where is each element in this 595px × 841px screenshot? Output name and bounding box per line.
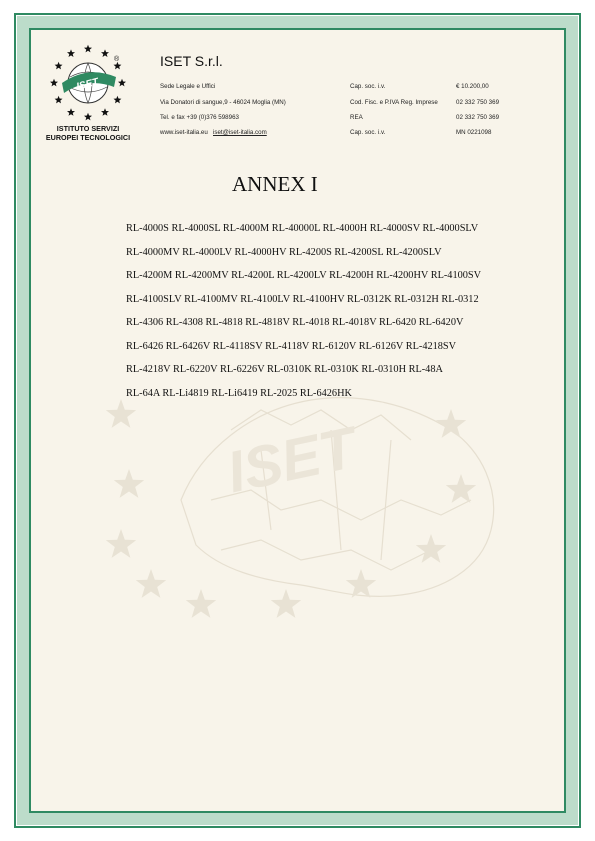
model-line: RL-4218V RL-6220V RL-6226V RL-0310K RL-0310K RL-0310H RL-48A [126,364,443,375]
header-right-line-2: 02 332 750 369 [456,99,500,106]
logo-star-icon [84,45,92,53]
registered-mark: ® [114,56,120,63]
email-link[interactable]: iset@iset-italia.com [213,129,267,136]
model-line: RL-4000S RL-4000SL RL-4000M RL-40000L RL-4000H RL-4000SV RL-4000SLV [126,223,479,234]
logo-star-icon [114,96,122,104]
model-line: RL-4000MV RL-4000LV RL-4000HV RL-4200S RL-4200SL RL-4200SLV [126,246,442,258]
document-title: ANNEX I [232,172,318,196]
logo-star-icon [55,96,63,104]
watermark-text: ISET [221,415,362,506]
logo-star-icon [118,79,126,87]
logo-star-icon [84,113,92,121]
logo-star-icon [50,79,58,87]
company-name: ISET S.r.l. [160,53,223,69]
logo-star-icon [55,62,63,70]
logo-star-icon [67,49,75,57]
website-link[interactable]: www.iset-italia.eu [160,129,208,136]
logo-star-icon [101,49,109,57]
header-right-line-1: € 10.200,00 [456,83,489,90]
model-list [126,217,546,405]
header-left-line-2: Via Donatori di sangue,9 - 46024 Moglia (MN) [160,99,286,106]
header-right-line-4: MN 0221098 [456,129,492,136]
header-mid-line-2: Cod. Fisc. e P.IVA Reg. Imprese [350,99,438,106]
model-line: RL-4306 RL-4308 RL-4818 RL-4818V RL-4018 RL-4018V RL-6420 RL-6420V [126,317,464,328]
model-line: RL-4100SLV RL-4100MV RL-4100LV RL-4100HV RL-0312K RL-0312H RL-0312 [126,293,479,305]
header-mid-line-1: Cap. soc. i.v. [350,83,386,90]
logo-star-icon [101,108,109,116]
logo-caption-line-1: ISTITUTO SERVIZI [56,124,120,133]
header-mid-line-4: Cap. soc. i.v. [350,129,386,136]
header-contact-line [160,129,267,136]
model-line: RL-6426 RL-6426V RL-4118SV RL-4118V RL-6120V RL-6126V RL-4218SV [126,340,457,352]
page-border-inner [29,28,566,813]
logo-caption-line-2: EUROPEI TECNOLOGICI [45,133,131,142]
model-line: RL-4200M RL-4200MV RL-4200L RL-4200LV RL-4200H RL-4200HV RL-4100SV [126,270,482,281]
logo-caption [40,124,136,142]
header-right-line-3: 02 332 750 369 [456,114,500,121]
header-left-line-1: Sede Legale e Uffici [160,83,216,90]
logo-wordmark: ISET [75,76,100,93]
logo-star-icon [67,108,75,116]
header-left-line-3: Tel. e fax +39 (0)376 598963 [160,114,239,121]
header-mid-line-3: REA [350,114,363,121]
model-line: RL-64A RL-Li4819 RL-Li6419 RL-2025 RL-6426HK [126,387,352,399]
